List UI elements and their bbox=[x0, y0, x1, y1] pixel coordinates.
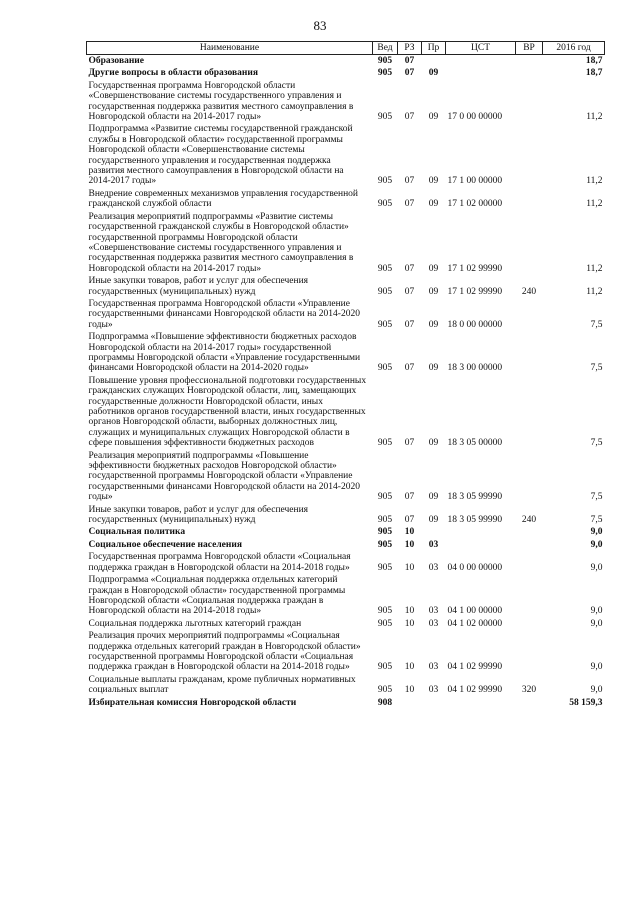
row-ved: 905 bbox=[377, 685, 393, 696]
table-row bbox=[87, 697, 605, 709]
row-name: Образование bbox=[88, 56, 144, 66]
row-cst: 17 1 02 99990 bbox=[447, 263, 503, 274]
row-pr: 09 bbox=[428, 515, 439, 526]
row-sum: 7,5 bbox=[590, 515, 603, 526]
row-rz bbox=[398, 697, 422, 709]
row-ved: 905 bbox=[377, 286, 393, 297]
row-sum: 18,7 bbox=[585, 56, 603, 66]
row-vr bbox=[516, 574, 543, 618]
row-cst bbox=[446, 526, 516, 538]
row-sum: 58 159,3 bbox=[569, 697, 603, 708]
row-rz: 07 bbox=[404, 492, 415, 503]
row-rz: 10 bbox=[404, 618, 415, 629]
row-rz: 10 bbox=[404, 662, 415, 673]
row-rz: 07 bbox=[404, 199, 415, 210]
row-ved: 905 bbox=[377, 263, 393, 274]
row-cst: 18 3 05 99990 bbox=[447, 515, 503, 526]
row-sum: 7,5 bbox=[590, 438, 603, 449]
table-row bbox=[87, 275, 605, 298]
row-cst bbox=[446, 67, 516, 79]
row-ved: 905 bbox=[377, 199, 393, 210]
row-vr bbox=[516, 551, 543, 574]
row-pr bbox=[422, 55, 446, 68]
row-vr bbox=[516, 211, 543, 275]
row-pr: 09 bbox=[428, 438, 439, 449]
row-name: Повышение уровня профессиональной подготовки государственных гражданских служащих Новгородской области, лиц, замещающих государственные должности Новгородской области, иных работников органов государственной власти, иных государственных органов Новгородской области, выборных должностных лиц, служащих и муниципальных служащих Новгородской области в сфере повышения эффективности бюджетных расходов bbox=[88, 375, 367, 449]
row-name: Реализация мероприятий подпрограммы «Повышение эффективности бюджетных расходов Новгородской области» государственной программы Новгородской области «Управление государственными финансами Новгородской области на 2014-2020 годы» bbox=[88, 450, 360, 503]
row-name: Иные закупки товаров, работ и услуг для обеспечения государственных (муниципальных) нужд bbox=[88, 504, 309, 526]
row-cst bbox=[446, 55, 516, 68]
row-sum: 9,0 bbox=[590, 662, 603, 673]
row-pr: 09 bbox=[428, 286, 439, 297]
row-vr: 240 bbox=[521, 286, 537, 297]
page-number: 83 bbox=[313, 18, 327, 33]
row-vr bbox=[516, 298, 543, 331]
row-pr: 09 bbox=[428, 319, 439, 330]
row-name: Избирательная комиссия Новгородской области bbox=[88, 697, 297, 708]
row-vr bbox=[516, 55, 543, 68]
row-rz: 07 bbox=[404, 68, 415, 79]
row-cst: 04 1 02 99990 bbox=[447, 662, 503, 673]
row-vr bbox=[516, 67, 543, 79]
row-ved: 905 bbox=[377, 363, 393, 374]
row-sum: 11,2 bbox=[586, 263, 603, 274]
row-cst: 18 3 05 00000 bbox=[447, 438, 503, 449]
row-sum: 18,7 bbox=[585, 68, 603, 79]
row-name: Государственная программа Новгородской области «Совершенствование системы государственного управления и государственная поддержка развития местного самоуправления в Новгородской области на 2014-2017 годы» bbox=[88, 80, 354, 123]
row-name: Внедрение современных механизмов управления государственной гражданской службой области bbox=[88, 188, 358, 210]
row-name: Подпрограмма «Повышение эффективности бюджетных расходов Новгородской области на 2014-2017 годы» государственной программы Новгородской области «Управление государственными финансами Новгородской области на 2014-2020 годы» bbox=[88, 332, 361, 374]
row-pr: 09 bbox=[428, 363, 439, 374]
row-vr bbox=[516, 450, 543, 504]
row-pr: 09 bbox=[428, 263, 439, 274]
row-sum: 7,5 bbox=[590, 363, 603, 374]
row-pr: 03 bbox=[428, 685, 439, 696]
row-vr: 320 bbox=[521, 685, 537, 696]
row-ved: 905 bbox=[377, 618, 393, 629]
row-sum: 9,0 bbox=[590, 618, 603, 629]
row-rz: 07 bbox=[404, 263, 415, 274]
row-sum: 9,0 bbox=[590, 527, 603, 538]
header-pr: Пр bbox=[422, 42, 446, 55]
row-ved: 905 bbox=[377, 606, 393, 617]
table-row bbox=[87, 551, 605, 574]
row-cst bbox=[446, 539, 516, 551]
row-ved: 908 bbox=[377, 697, 393, 708]
row-vr bbox=[516, 188, 543, 211]
row-sum: 9,0 bbox=[590, 539, 603, 550]
table-row bbox=[87, 211, 605, 275]
row-rz: 07 bbox=[404, 56, 415, 66]
row-pr bbox=[422, 526, 446, 538]
row-vr bbox=[516, 80, 543, 124]
row-vr: 240 bbox=[521, 515, 537, 526]
row-ved: 905 bbox=[377, 112, 393, 123]
row-rz: 07 bbox=[404, 112, 415, 123]
row-cst: 18 3 00 00000 bbox=[447, 363, 503, 374]
table-header-row bbox=[87, 42, 605, 55]
row-rz: 07 bbox=[404, 286, 415, 297]
row-ved: 905 bbox=[377, 438, 393, 449]
row-rz: 07 bbox=[404, 319, 415, 330]
row-name: Государственная программа Новгородской области «Социальная поддержка граждан в Новгородской области на 2014-2018 годы» bbox=[88, 552, 351, 573]
row-cst: 17 1 02 00000 bbox=[447, 199, 503, 210]
row-name: Социальная политика bbox=[88, 527, 186, 538]
row-cst bbox=[446, 697, 516, 709]
row-rz: 10 bbox=[404, 539, 415, 550]
row-name: Другие вопросы в области образования bbox=[88, 68, 259, 79]
row-rz: 07 bbox=[404, 438, 415, 449]
table-row bbox=[87, 574, 605, 618]
table-row bbox=[87, 539, 605, 551]
table-row bbox=[87, 526, 605, 538]
row-cst: 04 0 00 00000 bbox=[447, 562, 503, 573]
row-name: Иные закупки товаров, работ и услуг для обеспечения государственных (муниципальных) нужд bbox=[88, 276, 309, 297]
table-row bbox=[87, 123, 605, 187]
row-name: Социальное обеспечение населения bbox=[88, 539, 242, 550]
header-cst: ЦСТ bbox=[446, 42, 516, 55]
row-pr: 03 bbox=[428, 562, 439, 573]
row-vr bbox=[516, 375, 543, 450]
header-rz: РЗ bbox=[398, 42, 422, 55]
header-name: Наименование bbox=[87, 42, 373, 55]
row-pr bbox=[422, 697, 446, 709]
row-sum: 11,2 bbox=[586, 199, 603, 210]
row-pr: 09 bbox=[428, 199, 439, 210]
table-row bbox=[87, 630, 605, 674]
table-row bbox=[87, 67, 605, 79]
row-vr bbox=[516, 539, 543, 551]
row-pr: 09 bbox=[428, 492, 439, 503]
row-rz: 10 bbox=[404, 606, 415, 617]
row-ved: 905 bbox=[377, 527, 393, 538]
row-rz: 10 bbox=[404, 562, 415, 573]
row-vr bbox=[516, 618, 543, 630]
row-sum: 9,0 bbox=[590, 685, 603, 696]
row-pr: 03 bbox=[428, 606, 439, 617]
row-sum: 11,2 bbox=[586, 286, 603, 297]
header-sum: 2016 год bbox=[543, 42, 605, 55]
row-name: Реализация прочих мероприятий подпрограммы «Социальная поддержка отдельных категорий граждан в Новгородской области» государственной программы Новгородской области «Социальная поддержка граждан в Новгородской области на 2014-2018 годы» bbox=[88, 631, 361, 673]
row-sum: 9,0 bbox=[590, 562, 603, 573]
table-row bbox=[87, 55, 605, 68]
row-name: Социальные выплаты гражданам, кроме публичных нормативных социальных выплат bbox=[88, 674, 356, 696]
row-cst: 04 1 02 99990 bbox=[447, 685, 503, 696]
row-pr: 03 bbox=[428, 539, 439, 550]
table-row bbox=[87, 298, 605, 331]
row-rz: 07 bbox=[404, 176, 415, 187]
table-row bbox=[87, 618, 605, 630]
row-rz: 07 bbox=[404, 363, 415, 374]
row-name: Реализация мероприятий подпрограммы «Развитие системы государственной гражданской службы в Новгородской области» государственной программы Новгородской области «Совершенствование системы государственного управления и государственная поддержка развития местного самоуправления в Новгородской области на 2014-2017 годы» bbox=[88, 211, 354, 274]
row-pr: 03 bbox=[428, 618, 439, 629]
row-name: Социальная поддержка льготных категорий граждан bbox=[88, 618, 302, 629]
row-cst: 18 3 05 99990 bbox=[447, 492, 503, 503]
row-vr bbox=[516, 697, 543, 709]
row-ved: 905 bbox=[377, 515, 393, 526]
row-ved: 905 bbox=[377, 319, 393, 330]
row-sum: 11,2 bbox=[586, 112, 603, 123]
row-rz: 10 bbox=[404, 527, 415, 538]
row-ved: 905 bbox=[377, 562, 393, 573]
row-cst: 17 1 02 99990 bbox=[447, 286, 503, 297]
table-row bbox=[87, 188, 605, 211]
table-row bbox=[87, 375, 605, 450]
row-pr: 03 bbox=[428, 662, 439, 673]
row-ved: 905 bbox=[377, 56, 393, 66]
table-row bbox=[87, 331, 605, 375]
row-pr: 09 bbox=[428, 112, 439, 123]
row-ved: 905 bbox=[377, 662, 393, 673]
row-pr: 09 bbox=[428, 176, 439, 187]
row-vr bbox=[516, 123, 543, 187]
budget-table bbox=[86, 41, 605, 709]
row-ved: 905 bbox=[377, 492, 393, 503]
row-ved: 905 bbox=[377, 176, 393, 187]
row-cst: 04 1 00 00000 bbox=[447, 606, 503, 617]
row-sum: 9,0 bbox=[590, 606, 603, 617]
header-vr: ВР bbox=[516, 42, 543, 55]
row-vr bbox=[516, 526, 543, 538]
table-body bbox=[87, 55, 605, 709]
row-name: Государственная программа Новгородской области «Управление государственными финансами Новгородской области на 2014-2020 годы» bbox=[88, 298, 360, 330]
row-ved: 905 bbox=[377, 539, 393, 550]
row-name: Подпрограмма «Социальная поддержка отдельных категорий граждан в Новгородской области» государственной программы Новгородской области «Социальная поддержка граждан в Новгородской области на 2014-2018 годы» bbox=[88, 575, 346, 617]
row-sum: 7,5 bbox=[590, 319, 603, 330]
table-row bbox=[87, 504, 605, 527]
table-row bbox=[87, 674, 605, 697]
row-cst: 17 1 00 00000 bbox=[447, 176, 503, 187]
row-cst: 17 0 00 00000 bbox=[447, 112, 503, 123]
row-name: Подпрограмма «Развитие системы государственной гражданской службы в Новгородской области» государственной программы Новгородской области «Совершенствование системы государственного управления и государственная поддержка развития местного самоуправления в Новгородской области на 2014-2017 годы» bbox=[88, 124, 353, 187]
row-vr bbox=[516, 331, 543, 375]
row-sum: 7,5 bbox=[590, 492, 603, 503]
row-cst: 18 0 00 00000 bbox=[447, 319, 503, 330]
row-ved: 905 bbox=[377, 68, 393, 79]
row-cst: 04 1 02 00000 bbox=[447, 618, 503, 629]
table-row bbox=[87, 80, 605, 124]
row-pr: 09 bbox=[428, 68, 439, 79]
row-vr bbox=[516, 630, 543, 674]
row-sum: 11,2 bbox=[586, 176, 603, 187]
row-rz: 10 bbox=[404, 685, 415, 696]
row-rz: 07 bbox=[404, 515, 415, 526]
header-ved: Вед bbox=[373, 42, 398, 55]
table-row bbox=[87, 450, 605, 504]
